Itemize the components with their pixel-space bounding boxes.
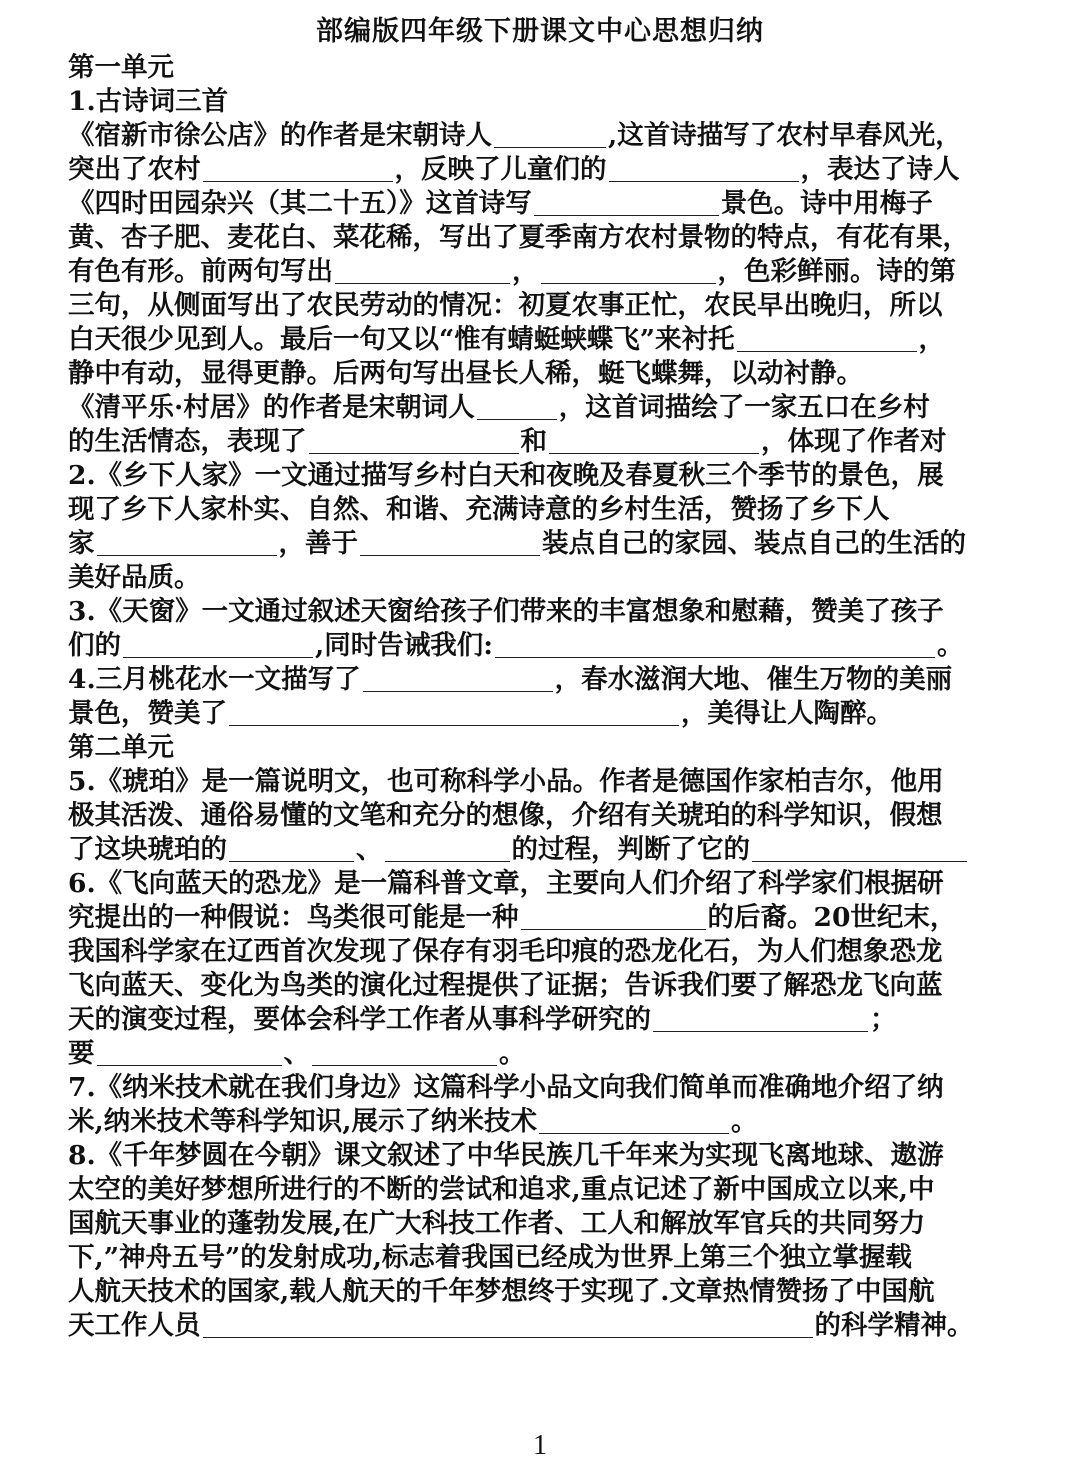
fill-blank[interactable] bbox=[97, 529, 277, 556]
fill-blank[interactable] bbox=[229, 699, 679, 726]
fill-blank[interactable] bbox=[541, 257, 716, 284]
text-segment: ，春水滋润大地、催生万物的美丽 bbox=[554, 664, 953, 695]
text-line bbox=[68, 1206, 1018, 1242]
text-segment: 3.《天窗》一文通过叙述天窗给孩子们带来的丰富想象和慰藉，赞美了孩子 bbox=[68, 596, 944, 627]
text-segment: 的科学精神。 bbox=[814, 1310, 974, 1341]
text-segment: 7.《纳米技术就在我们身边》这篇科学小品文向我们简单而准确地介绍了纳 bbox=[68, 1072, 944, 1103]
page-number: 1 bbox=[533, 1430, 547, 1461]
text-segment: 人航天技术的国家,载人航天的千年梦想终于实现了.文章热情赞扬了中国航 bbox=[68, 1276, 935, 1307]
fill-blank[interactable] bbox=[309, 427, 519, 454]
text-line bbox=[68, 900, 1018, 936]
unit-heading bbox=[68, 50, 1018, 86]
text-line bbox=[68, 696, 1018, 732]
fill-blank[interactable] bbox=[229, 835, 354, 862]
text-line bbox=[68, 492, 1018, 528]
fill-blank[interactable] bbox=[203, 155, 393, 182]
lesson-heading bbox=[68, 84, 1018, 120]
text-segment: ，色彩鲜丽。诗的第 bbox=[717, 256, 956, 287]
text-segment: 景色。诗中用梅子 bbox=[720, 188, 933, 219]
text-segment: 《宿新市徐公店》的作者是宋朝诗人 bbox=[68, 120, 492, 151]
lesson-line bbox=[68, 1138, 1018, 1174]
text-segment: 白天很少见到人。最后一句又以“惟有蜻蜓蛱蝶飞”来衬托 bbox=[68, 324, 735, 355]
text-line bbox=[68, 288, 1018, 324]
fill-blank[interactable] bbox=[360, 529, 540, 556]
fill-blank[interactable] bbox=[203, 1311, 813, 1338]
text-segment: 8.《千年梦圆在今朝》课文叙述了中华民族几千年来为实现飞离地球、遨游 bbox=[68, 1140, 944, 1171]
text-segment: 天工作人员 bbox=[68, 1310, 201, 1341]
text-segment: ，善于 bbox=[278, 528, 358, 559]
text-line bbox=[68, 1274, 1018, 1310]
fill-blank[interactable] bbox=[609, 155, 799, 182]
text-line bbox=[68, 118, 1018, 154]
page-title: 部编版四年级下册课文中心思想归纳 bbox=[316, 16, 764, 47]
text-line bbox=[68, 968, 1018, 1004]
text-line bbox=[68, 1308, 1018, 1344]
text-segment: ，表达了诗人 bbox=[800, 154, 960, 185]
text-line bbox=[68, 186, 1018, 222]
text-segment: 突出了农村 bbox=[68, 154, 201, 185]
unit-heading bbox=[68, 730, 1018, 766]
text-line bbox=[68, 424, 1018, 460]
text-segment: ，反映了儿童们的 bbox=[394, 154, 607, 185]
lesson-line bbox=[68, 1070, 1018, 1106]
text-segment: 2.《乡下人家》一文通过描写乡村白天和夜晚及春夏秋三个季节的景色，展 bbox=[68, 460, 944, 491]
fill-blank[interactable] bbox=[477, 393, 557, 420]
fill-blank[interactable] bbox=[385, 835, 510, 862]
text-line bbox=[68, 1002, 1018, 1038]
text-segment: ， bbox=[918, 324, 945, 355]
text-segment: 家 bbox=[68, 528, 95, 559]
text-segment: 有色有形。前两句写出 bbox=[68, 256, 333, 287]
text-segment: 我国科学家在辽西首次发现了保存有羽毛印痕的恐龙化石，为人们想象恐龙 bbox=[68, 936, 943, 967]
text-segment: 《清平乐·村居》的作者是宋朝词人 bbox=[68, 392, 475, 423]
text-segment: 飞向蓝天、变化为鸟类的演化过程提供了证据；告诉我们要了解恐龙飞向蓝 bbox=[68, 970, 943, 1001]
text-segment: 1.古诗词三首 bbox=[68, 86, 229, 117]
text-segment: 《四时田园杂兴（其二十五）》这首诗写 bbox=[68, 188, 532, 219]
text-line bbox=[68, 322, 1018, 358]
text-segment: 第二单元 bbox=[68, 732, 174, 763]
text-line bbox=[68, 628, 1018, 664]
text-line bbox=[68, 832, 1018, 868]
text-line bbox=[68, 220, 1018, 256]
text-line bbox=[68, 1172, 1018, 1208]
text-line bbox=[68, 1240, 1018, 1276]
text-segment: 天的演变过程，要体会科学工作者从事科学研究的 bbox=[68, 1004, 651, 1035]
fill-blank[interactable] bbox=[539, 1107, 729, 1134]
lesson-line bbox=[68, 594, 1018, 630]
text-segment: 的过程，判断了它的 bbox=[511, 834, 750, 865]
text-line bbox=[68, 1036, 1018, 1072]
fill-blank[interactable] bbox=[123, 631, 313, 658]
fill-blank[interactable] bbox=[494, 121, 606, 148]
text-segment: ,同时告诫我们: bbox=[315, 630, 494, 661]
text-segment: 、 bbox=[283, 1038, 310, 1069]
text-segment: 极其活泼、通俗易懂的文笔和充分的想像，介绍有关琥珀的科学知识，假想 bbox=[68, 800, 943, 831]
fill-blank[interactable] bbox=[521, 903, 706, 930]
text-line bbox=[68, 152, 1018, 188]
text-segment: 究提出的一种假说：鸟类很可能是一种 bbox=[68, 902, 519, 933]
fill-blank[interactable] bbox=[312, 1039, 497, 1066]
text-segment: 们的 bbox=[68, 630, 121, 661]
text-segment: ， bbox=[512, 256, 539, 287]
text-segment: 国航天事业的蓬勃发展,在广大科技工作者、工人和解放军官兵的共同努力 bbox=[68, 1208, 926, 1239]
text-segment: 的后裔。20世纪末， bbox=[707, 902, 957, 933]
text-segment: 景色，赞美了 bbox=[68, 698, 227, 729]
text-segment: 4.三月桃花水一文描写了 bbox=[68, 664, 361, 695]
lesson-line bbox=[68, 662, 1018, 698]
fill-blank[interactable] bbox=[335, 257, 510, 284]
text-segment: ； bbox=[870, 1004, 897, 1035]
fill-blank[interactable] bbox=[363, 665, 553, 692]
fill-blank[interactable] bbox=[97, 1039, 282, 1066]
text-segment: 。 bbox=[499, 1038, 526, 1069]
text-segment: 三句，从侧面写出了农民劳动的情况：初夏农事正忙，农民早出晚归，所以 bbox=[68, 290, 943, 321]
fill-blank[interactable] bbox=[534, 189, 719, 216]
text-segment: 。 bbox=[730, 1106, 758, 1137]
text-segment: ，这首词描绘了一家五口在乡村 bbox=[558, 392, 930, 423]
lesson-line bbox=[68, 764, 1018, 800]
text-segment: 。 bbox=[937, 630, 964, 661]
text-segment: ,这首诗描写了农村早春风光， bbox=[608, 120, 962, 151]
text-segment: ，美得让人陶醉。 bbox=[681, 698, 893, 729]
text-segment: 米,纳米技术等科学知识,展示了纳米技术 bbox=[68, 1106, 537, 1137]
text-line bbox=[68, 560, 1018, 596]
text-line bbox=[68, 254, 1018, 290]
text-segment: 现了乡下人家朴实、自然、和谐、充满诗意的乡村生活，赞扬了乡下人 bbox=[68, 494, 890, 525]
fill-blank[interactable] bbox=[737, 325, 917, 352]
text-segment: 要 bbox=[68, 1038, 95, 1069]
text-line bbox=[68, 356, 1018, 392]
text-segment: 静中有动，显得更静。后两句写出昼长人稀，蜓飞蝶舞，以动衬静。 bbox=[68, 358, 863, 389]
text-line bbox=[68, 526, 1018, 562]
text-segment: 5.《琥珀》是一篇说明文，也可称科学小品。作者是德国作家柏吉尔，他用 bbox=[68, 766, 944, 797]
text-segment: 装点自己的家园、装点自己的生活的 bbox=[542, 528, 966, 559]
text-segment: 的生活情态，表现了 bbox=[68, 426, 307, 457]
text-segment: 第一单元 bbox=[68, 52, 174, 83]
lesson-line bbox=[68, 866, 1018, 902]
fill-blank[interactable] bbox=[495, 631, 935, 658]
fill-blank[interactable] bbox=[549, 427, 759, 454]
text-segment: 6.《飞向蓝天的恐龙》是一篇科普文章，主要向人们介绍了科学家们根据研 bbox=[68, 868, 944, 899]
lesson-line bbox=[68, 458, 1018, 494]
text-segment: 黄、杏子肥、麦花白、菜花稀，写出了夏季南方农村景物的特点，有花有果， bbox=[68, 222, 969, 253]
fill-blank[interactable] bbox=[752, 835, 967, 862]
text-line bbox=[68, 1104, 1018, 1140]
text-segment: 下,”神舟五号”的发射成功,标志着我国已经成为世界上第三个独立掌握载 bbox=[68, 1242, 912, 1273]
text-line bbox=[68, 798, 1018, 834]
text-segment: 和 bbox=[520, 426, 547, 457]
text-segment: ，体现了作者对 bbox=[761, 426, 947, 457]
text-segment: 美好品质。 bbox=[68, 562, 201, 593]
text-line bbox=[68, 390, 1018, 426]
text-segment: 了这块琥珀的 bbox=[68, 834, 227, 865]
text-segment: 、 bbox=[356, 834, 383, 865]
fill-blank[interactable] bbox=[653, 1005, 868, 1032]
text-line bbox=[68, 934, 1018, 970]
text-segment: 太空的美好梦想所进行的不断的尝试和追求,重点记述了新中国成立以来,中 bbox=[68, 1174, 935, 1205]
